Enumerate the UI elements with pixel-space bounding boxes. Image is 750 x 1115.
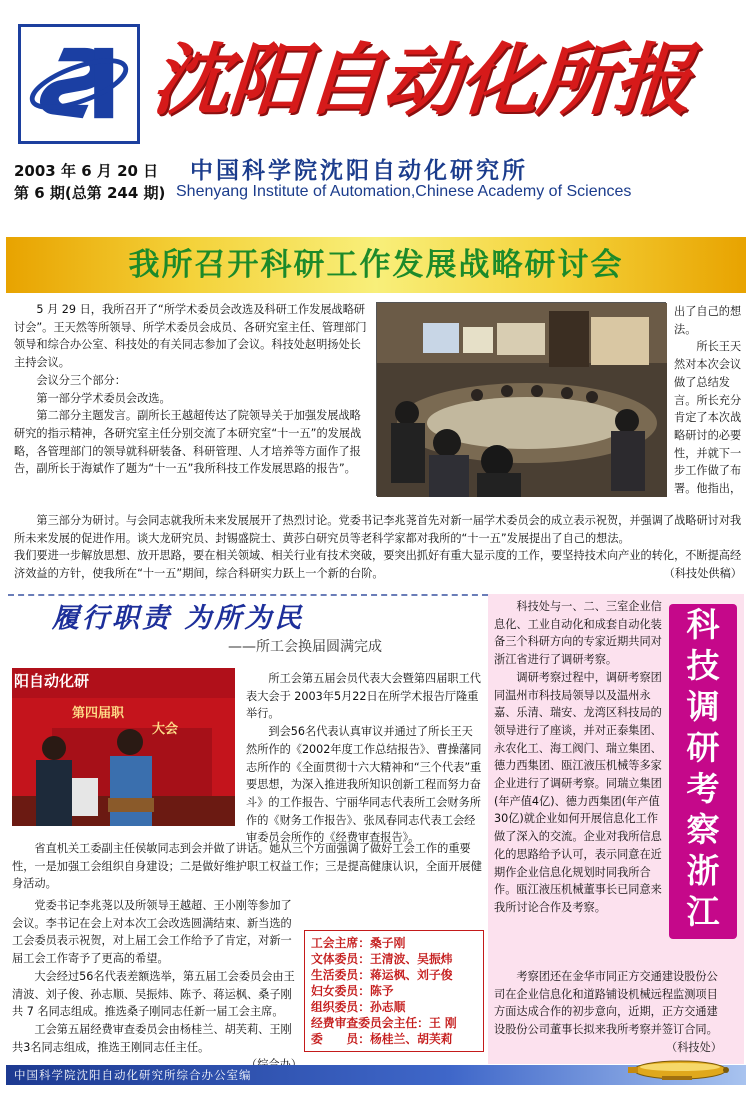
lead-right-paragraph: 所长王天然对本次会议做了总结发言。所长充分肯定了本次战略研讨的必要性，并就下一步工作做了布署。他指出， bbox=[674, 340, 742, 496]
lead-article-bottom bbox=[14, 512, 742, 592]
issue-number: 第 6 期(总第 244 期) bbox=[14, 184, 166, 202]
meeting-photo bbox=[376, 302, 666, 496]
underwater-robot-icon bbox=[622, 1052, 734, 1084]
lead-closing: 我们要进一步解放思想、放开思路，要在相关领域、相关行业有技术突破，要突出抓好有重大显示度的工作，要坚持技术向产业的转化，不断提高经济效益的方针，使我所在“十一五”期间，综合科研实力跃上一个新的台阶。 （科技处供稿） bbox=[14, 547, 742, 582]
union-article-right-column bbox=[246, 670, 482, 845]
union-paragraph: 党委书记李兆荛以及所领导王越超、王小刚等参加了会议。李书记在会上对本次工会改选圆满结束、新当选的工会委员表示祝贺，对上届工会工作给予了肯定，对新一届工会工作寄予了更高的希望。 bbox=[12, 899, 292, 966]
union-paragraph: 大会经过56名代表差额选举，第五届工会委员会由王清波、刘子俊、孙志顺、吴振炜、陈予、蒋运枫、桑子刚共 7 名同志组成。推选桑子刚同志任新一届工会主席。 bbox=[12, 969, 295, 1019]
union-congress-photo bbox=[12, 668, 235, 826]
union-subheadline: ——所工会换届圆满完成 bbox=[228, 639, 382, 655]
issue-date: 2003 年 6 月 20 日 bbox=[14, 162, 159, 180]
committee-row: 组织委员：孙志顺 bbox=[311, 1000, 406, 1014]
union-paragraph: 省直机关工委副主任侯敏同志到会并做了讲话。她从三个方面强调了做好工会工作的重要性，一是加强工会组织自身建设；二是做好维护职工权益工作；三是提高健康认识，全面开展健身活动。 bbox=[12, 842, 482, 891]
lead-paragraph: 会议分三个部分： bbox=[36, 373, 126, 387]
newspaper-title: 沈阳自动化所报 bbox=[148, 35, 695, 126]
committee-row: 生活委员：蒋运枫、刘子俊 bbox=[311, 968, 453, 982]
institute-name-cn: 中国科学院沈阳自动化研究所 bbox=[190, 158, 528, 184]
title-char: 调 bbox=[686, 687, 720, 726]
title-char: 江 bbox=[686, 892, 720, 931]
photo-banner-text: 阳自动化研 bbox=[14, 672, 90, 690]
side-article-text-lower bbox=[494, 968, 722, 1064]
title-char: 技 bbox=[686, 646, 720, 685]
lead-paragraph: 第三部分为研讨。与会同志就我所未来发展展开了热烈讨论。党委书记李兆荛首先对新一届学术委员会的成立表示祝贺，并强调了战略研讨对我所未来发展的促进作用。谈大龙研究员、封锡盛院士、黄莎白研究员等老科学家都对我所的“十一五”发展提出了自己的想法。 bbox=[14, 514, 742, 545]
side-paragraph: 调研考察过程中，调研考察团同温州市科技局领导以及温州永嘉、乐清、瑞安、龙湾区科技局的领导进行了座谈，并对正泰集团、永农化工、海工阀门、瑞立集团、德力西集团、瓯江液压机械等多家企业进行了调研考察。同瑞立集团(年产值4亿)、德力西集团(年产值30亿)就企业如何开展信息化工作做了深入的交流。企业对我所信息化的思路给予认可，表示同意在近期作企业信息化规划时同我所合作。瓯江液压机械董事长已同意来我所讨论合作及考察。 bbox=[494, 670, 662, 914]
title-char: 考 bbox=[686, 769, 720, 808]
union-paragraph: 工会第五届经费审查委员会由杨桂兰、胡芙莉、王刚共3名同志组成，推选王刚同志任主任。 bbox=[12, 1022, 292, 1054]
sia-logo-icon bbox=[18, 24, 140, 144]
union-article-body-lower bbox=[12, 897, 302, 1057]
footer-text: 中国科学院沈阳自动化研究所综合办公室编 bbox=[14, 1068, 252, 1082]
lead-paragraph: 5 月 29 日，我所召开了“所学术委员会改选及科研工作发展战略研讨会”。王天然等所领导、所学术委员会成员、各研究室主任、管理部门领导和综合办公室、科技处的有关同志参加了会议。科技处赵明扬处长主持会议。 bbox=[14, 303, 367, 370]
union-paragraph: 所工会第五届会员代表大会暨第四届职工代表大会于 2003年5月22日在所学术报告厅隆重举行。 bbox=[246, 672, 481, 721]
committee-row: 文体委员：王清波、吴振炜 bbox=[311, 952, 453, 966]
side-paragraph: 科技处与一、二、三室企业信息化、工业自动化和成套自动化装备三个科研方向的专家近期共同对浙江省进行了调研考察。 bbox=[494, 600, 662, 667]
headline-banner bbox=[6, 237, 746, 293]
union-paragraph: 到会56名代表认真审议并通过了所长王天然所作的《2002年度工作总结报告》、曹操藩同志所作的《全面贯彻十六大精神和“三个代表”重要思想，为深入推进我所知识创新工程而努力奋斗》的工作报告、宁丽华同志代表所工会财务所作的《财务工作报告》、张凤春同志代表工会经审委员会所作的《经费审查报告》。 bbox=[246, 725, 482, 845]
institute-name-en: Shenyang Institute of Automation,Chinese Academy of Sciences bbox=[176, 183, 632, 200]
lead-credit: （科技处供稿） bbox=[663, 567, 742, 581]
side-credit: （科技处） bbox=[666, 1040, 722, 1054]
lead-article-left-column bbox=[14, 301, 370, 512]
union-committee-list bbox=[304, 930, 484, 1052]
lead-paragraph: 第一部分学术委员会改选。 bbox=[36, 391, 171, 405]
lead-right-paragraph: 出了自己的想法。 bbox=[674, 305, 742, 336]
lead-headline: 我所召开科研工作发展战略研讨会 bbox=[128, 247, 624, 283]
lead-article-right-column bbox=[674, 303, 742, 508]
side-paragraph: 考察团还在金华市同正方交通建设股份公司在企业信息化和道路铺设机械远程监测项目方面达成合作的初步意向，近期，正方交通建设股份公司董事长拟来我所考察并签订合同。 bbox=[494, 970, 718, 1037]
side-article-title bbox=[669, 604, 737, 939]
title-char: 浙 bbox=[686, 851, 720, 890]
title-char: 察 bbox=[686, 810, 720, 849]
committee-row: 经费审查委员会主任：王 刚 bbox=[311, 1016, 457, 1030]
committee-row: 妇女委员：陈予 bbox=[311, 984, 394, 998]
lead-paragraph: 第二部分主题发言。副所长王越超传达了院领导关于加强发展战略研究的指示精神，各研究室主任分别交流了本研究室“十一五”的发展战略，各管理部门的领导就科研装备、科研管理、人才培养等方面作了报告，副所长于海斌作了题为“十一五”我所科技工作发展思路的报告”。 bbox=[14, 409, 362, 476]
union-headline: 履行职责 为所为民 bbox=[52, 603, 305, 634]
photo-banner-text: 第四届职 bbox=[72, 706, 125, 721]
title-char: 科 bbox=[686, 605, 720, 644]
committee-row: 工会主席：桑子刚 bbox=[311, 936, 406, 950]
committee-row: 委 员：杨桂兰、胡芙莉 bbox=[311, 1032, 453, 1046]
photo-banner-text: 大会 bbox=[152, 722, 179, 737]
title-char: 研 bbox=[686, 728, 720, 767]
